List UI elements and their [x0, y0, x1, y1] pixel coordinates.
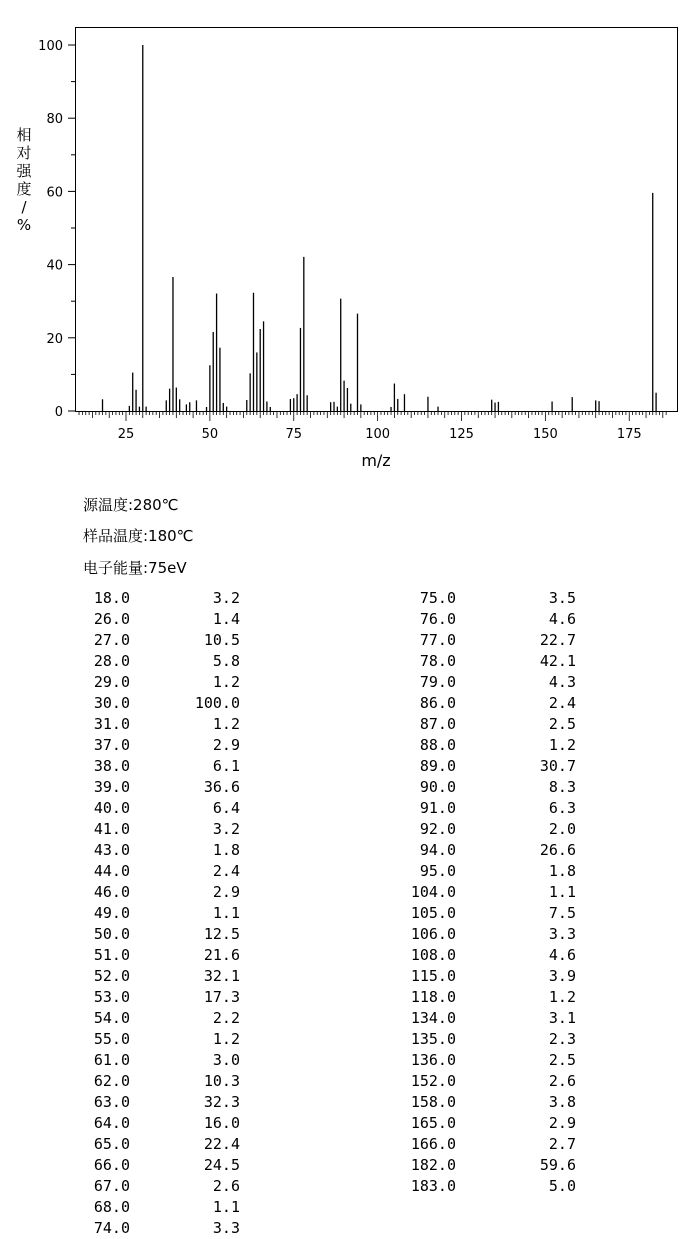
peak-mz: 37.0 [93, 736, 130, 754]
peak-abundance: 2.6 [548, 1072, 576, 1090]
peak-abundance: 22.7 [539, 631, 576, 649]
peak-abundance: 59.6 [539, 1156, 576, 1174]
peak-mz: 158.0 [410, 1093, 456, 1111]
peak-mz: 46.0 [93, 883, 130, 901]
peak-abundance: 2.7 [548, 1135, 576, 1153]
peak-mz: 29.0 [93, 673, 130, 691]
peak-mz: 27.0 [93, 631, 130, 649]
peak-mz: 77.0 [419, 631, 456, 649]
peak-abundance: 3.1 [548, 1009, 576, 1027]
peak-abundance: 5.0 [548, 1177, 576, 1195]
peak-abundance: 2.9 [212, 883, 240, 901]
peak-row [70, 819, 240, 840]
peak-row [70, 987, 240, 1008]
peak-row [396, 1134, 576, 1155]
peak-row [70, 966, 240, 987]
y-tick-label: 0 [54, 405, 63, 420]
peak-row [70, 945, 240, 966]
y-tick-label: 80 [46, 112, 63, 128]
peak-mz: 54.0 [93, 1009, 130, 1027]
peak-abundance: 2.2 [212, 1009, 240, 1027]
peak-row [70, 588, 240, 609]
peak-abundance: 30.7 [539, 757, 576, 775]
peak-abundance: 7.5 [548, 904, 576, 922]
electron-energy: 电子能量:75eV [83, 559, 187, 577]
peak-row [70, 714, 240, 735]
peak-abundance: 1.8 [212, 841, 240, 859]
peak-mz: 166.0 [410, 1135, 456, 1153]
peak-abundance: 2.4 [212, 862, 240, 880]
peak-row [396, 609, 576, 630]
peak-mz: 31.0 [93, 715, 130, 733]
peak-row [70, 777, 240, 798]
peak-row [396, 1008, 576, 1029]
x-tick-label: 25 [117, 427, 135, 442]
peak-abundance: 1.1 [212, 1198, 240, 1216]
y-axis [38, 39, 76, 420]
peak-row [396, 882, 576, 903]
peak-abundance: 2.4 [548, 694, 576, 712]
peak-mz: 68.0 [93, 1198, 130, 1216]
peak-mz: 41.0 [93, 820, 130, 838]
y-tick-label: 20 [46, 331, 63, 347]
peak-row [70, 882, 240, 903]
peak-mz: 88.0 [419, 736, 456, 754]
peak-mz: 52.0 [93, 967, 130, 985]
peak-mz: 66.0 [93, 1156, 130, 1174]
peak-mz: 152.0 [410, 1072, 456, 1090]
peak-abundance: 16.0 [203, 1114, 240, 1132]
peak-row [396, 1176, 576, 1197]
peak-abundance: 12.5 [203, 925, 240, 943]
peak-row [70, 1113, 240, 1134]
peak-row [396, 1155, 576, 1176]
x-tick-label: 100 [365, 427, 391, 442]
peak-abundance: 5.8 [212, 652, 240, 670]
peak-row [396, 798, 576, 819]
peak-row [70, 1092, 240, 1113]
peak-row [396, 840, 576, 861]
peak-abundance: 2.3 [548, 1030, 576, 1048]
x-tick-label: 50 [201, 427, 219, 442]
peak-mz: 53.0 [93, 988, 130, 1006]
peak-abundance: 32.3 [203, 1093, 240, 1111]
peak-row [70, 903, 240, 924]
peak-abundance: 3.5 [548, 589, 576, 607]
peak-mz: 39.0 [93, 778, 130, 796]
peak-abundance: 4.6 [548, 946, 576, 964]
peak-abundance: 1.8 [548, 862, 576, 880]
peak-row [396, 672, 576, 693]
peak-row [396, 924, 576, 945]
peak-abundance: 6.4 [212, 799, 240, 817]
peak-row [70, 1029, 240, 1050]
peak-mz: 108.0 [410, 946, 456, 964]
peak-mz: 183.0 [410, 1177, 456, 1195]
peak-mz: 67.0 [93, 1177, 130, 1195]
y-tick-label: 40 [46, 258, 63, 274]
peak-abundance: 42.1 [539, 652, 576, 670]
peak-row [396, 819, 576, 840]
mass-spectrum-chart [0, 0, 687, 480]
spectrum-bars [103, 45, 657, 411]
peak-row [70, 861, 240, 882]
peak-mz: 89.0 [419, 757, 456, 775]
peak-mz: 55.0 [93, 1030, 130, 1048]
peak-mz: 40.0 [93, 799, 130, 817]
peak-mz: 118.0 [410, 988, 456, 1006]
peak-mz: 182.0 [410, 1156, 456, 1174]
peak-row [396, 966, 576, 987]
peak-mz: 105.0 [410, 904, 456, 922]
peak-row [396, 1113, 576, 1134]
peak-abundance: 24.5 [203, 1156, 240, 1174]
x-axis [79, 411, 666, 442]
peak-abundance: 3.3 [212, 1219, 240, 1237]
peak-mz: 95.0 [419, 862, 456, 880]
peak-abundance: 3.3 [548, 925, 576, 943]
peak-mz: 64.0 [93, 1114, 130, 1132]
peak-mz: 86.0 [419, 694, 456, 712]
peak-mz: 165.0 [410, 1114, 456, 1132]
peak-row [70, 672, 240, 693]
peak-mz: 115.0 [410, 967, 456, 985]
plot-frame [76, 28, 678, 412]
peak-abundance: 22.4 [203, 1135, 240, 1153]
peak-abundance: 2.9 [548, 1114, 576, 1132]
peak-row [70, 1071, 240, 1092]
peak-mz: 76.0 [419, 610, 456, 628]
peak-row [396, 1071, 576, 1092]
peak-row [70, 735, 240, 756]
peak-row [396, 714, 576, 735]
peak-mz: 74.0 [93, 1219, 130, 1237]
peak-abundance: 4.6 [548, 610, 576, 628]
peak-row [70, 630, 240, 651]
x-tick-label: 75 [285, 427, 303, 442]
peak-row [396, 1050, 576, 1071]
peak-abundance: 3.8 [548, 1093, 576, 1111]
sample-temperature: 样品温度:180℃ [83, 527, 194, 545]
peak-mz: 18.0 [93, 589, 130, 607]
peak-row [70, 924, 240, 945]
peak-abundance: 26.6 [539, 841, 576, 859]
peak-row [396, 630, 576, 651]
x-tick-label: 125 [449, 427, 474, 442]
peak-mz: 62.0 [93, 1072, 130, 1090]
peak-row [396, 1029, 576, 1050]
peak-abundance: 10.3 [203, 1072, 240, 1090]
peak-mz: 50.0 [93, 925, 130, 943]
peak-mz: 30.0 [93, 694, 130, 712]
peak-mz: 104.0 [410, 883, 456, 901]
peak-abundance: 2.0 [548, 820, 576, 838]
peak-mz: 134.0 [410, 1009, 456, 1027]
peak-abundance: 1.1 [548, 883, 576, 901]
peak-abundance: 2.5 [548, 1051, 576, 1069]
peak-abundance: 21.6 [203, 946, 240, 964]
peak-row [70, 1155, 240, 1176]
peak-mz: 61.0 [93, 1051, 130, 1069]
peak-table-column-1 [70, 588, 240, 1239]
peak-mz: 49.0 [93, 904, 130, 922]
peak-row [396, 735, 576, 756]
peak-row [70, 1218, 240, 1239]
peak-mz: 78.0 [419, 652, 456, 670]
peak-mz: 79.0 [419, 673, 456, 691]
peak-abundance: 2.9 [212, 736, 240, 754]
peak-table-column-2 [396, 588, 576, 1197]
peak-abundance: 3.2 [212, 820, 240, 838]
peak-abundance: 1.2 [212, 1030, 240, 1048]
peak-abundance: 1.1 [212, 904, 240, 922]
peak-mz: 94.0 [419, 841, 456, 859]
peak-mz: 75.0 [419, 589, 456, 607]
peak-mz: 43.0 [93, 841, 130, 859]
peak-row [70, 609, 240, 630]
peak-row [396, 777, 576, 798]
peak-abundance: 4.3 [548, 673, 576, 691]
x-axis-label: m/z [361, 451, 391, 470]
peak-mz: 44.0 [93, 862, 130, 880]
peak-row [70, 1176, 240, 1197]
peak-mz: 28.0 [93, 652, 130, 670]
peak-abundance: 17.3 [203, 988, 240, 1006]
peak-abundance: 3.2 [212, 589, 240, 607]
peak-abundance: 2.5 [548, 715, 576, 733]
y-tick-label: 60 [46, 185, 63, 201]
peak-abundance: 1.2 [212, 715, 240, 733]
peak-row [396, 987, 576, 1008]
peak-row [70, 756, 240, 777]
peak-row [70, 798, 240, 819]
peak-abundance: 6.1 [212, 757, 240, 775]
peak-row [396, 1092, 576, 1113]
peak-mz: 38.0 [93, 757, 130, 775]
x-tick-label: 175 [616, 427, 642, 442]
peak-abundance: 1.2 [212, 673, 240, 691]
peak-abundance: 3.0 [212, 1051, 240, 1069]
source-temperature: 源温度:280℃ [83, 496, 179, 514]
peak-row [396, 945, 576, 966]
peak-abundance: 36.6 [203, 778, 240, 796]
peak-row [70, 693, 240, 714]
peak-row [396, 693, 576, 714]
peak-row [396, 588, 576, 609]
peak-row [70, 1134, 240, 1155]
peak-row [396, 651, 576, 672]
peak-mz: 90.0 [419, 778, 456, 796]
peak-abundance: 1.2 [548, 988, 576, 1006]
peak-mz: 91.0 [419, 799, 456, 817]
peak-row [70, 840, 240, 861]
peak-row [70, 1050, 240, 1071]
peak-mz: 135.0 [410, 1030, 456, 1048]
peak-mz: 26.0 [93, 610, 130, 628]
peak-mz: 63.0 [93, 1093, 130, 1111]
peak-abundance: 32.1 [203, 967, 240, 985]
peak-mz: 106.0 [410, 925, 456, 943]
peak-row [70, 651, 240, 672]
peak-abundance: 3.9 [548, 967, 576, 985]
peak-abundance: 2.6 [212, 1177, 240, 1195]
peak-abundance: 10.5 [203, 631, 240, 649]
peak-mz: 87.0 [419, 715, 456, 733]
x-tick-label: 150 [532, 427, 558, 442]
peak-abundance: 6.3 [548, 799, 576, 817]
peak-mz: 51.0 [93, 946, 130, 964]
peak-mz: 136.0 [410, 1051, 456, 1069]
peak-abundance: 1.4 [212, 610, 240, 628]
peak-abundance: 8.3 [548, 778, 576, 796]
peak-row [396, 903, 576, 924]
peak-mz: 92.0 [419, 820, 456, 838]
peak-mz: 65.0 [93, 1135, 130, 1153]
peak-abundance: 1.2 [548, 736, 576, 754]
peak-row [396, 756, 576, 777]
peak-row [70, 1197, 240, 1218]
y-axis-label: 相对强度/ % [16, 126, 32, 234]
peak-row [70, 1008, 240, 1029]
peak-abundance: 100.0 [194, 694, 240, 712]
peak-row [396, 861, 576, 882]
y-tick-label: 100 [38, 39, 63, 54]
